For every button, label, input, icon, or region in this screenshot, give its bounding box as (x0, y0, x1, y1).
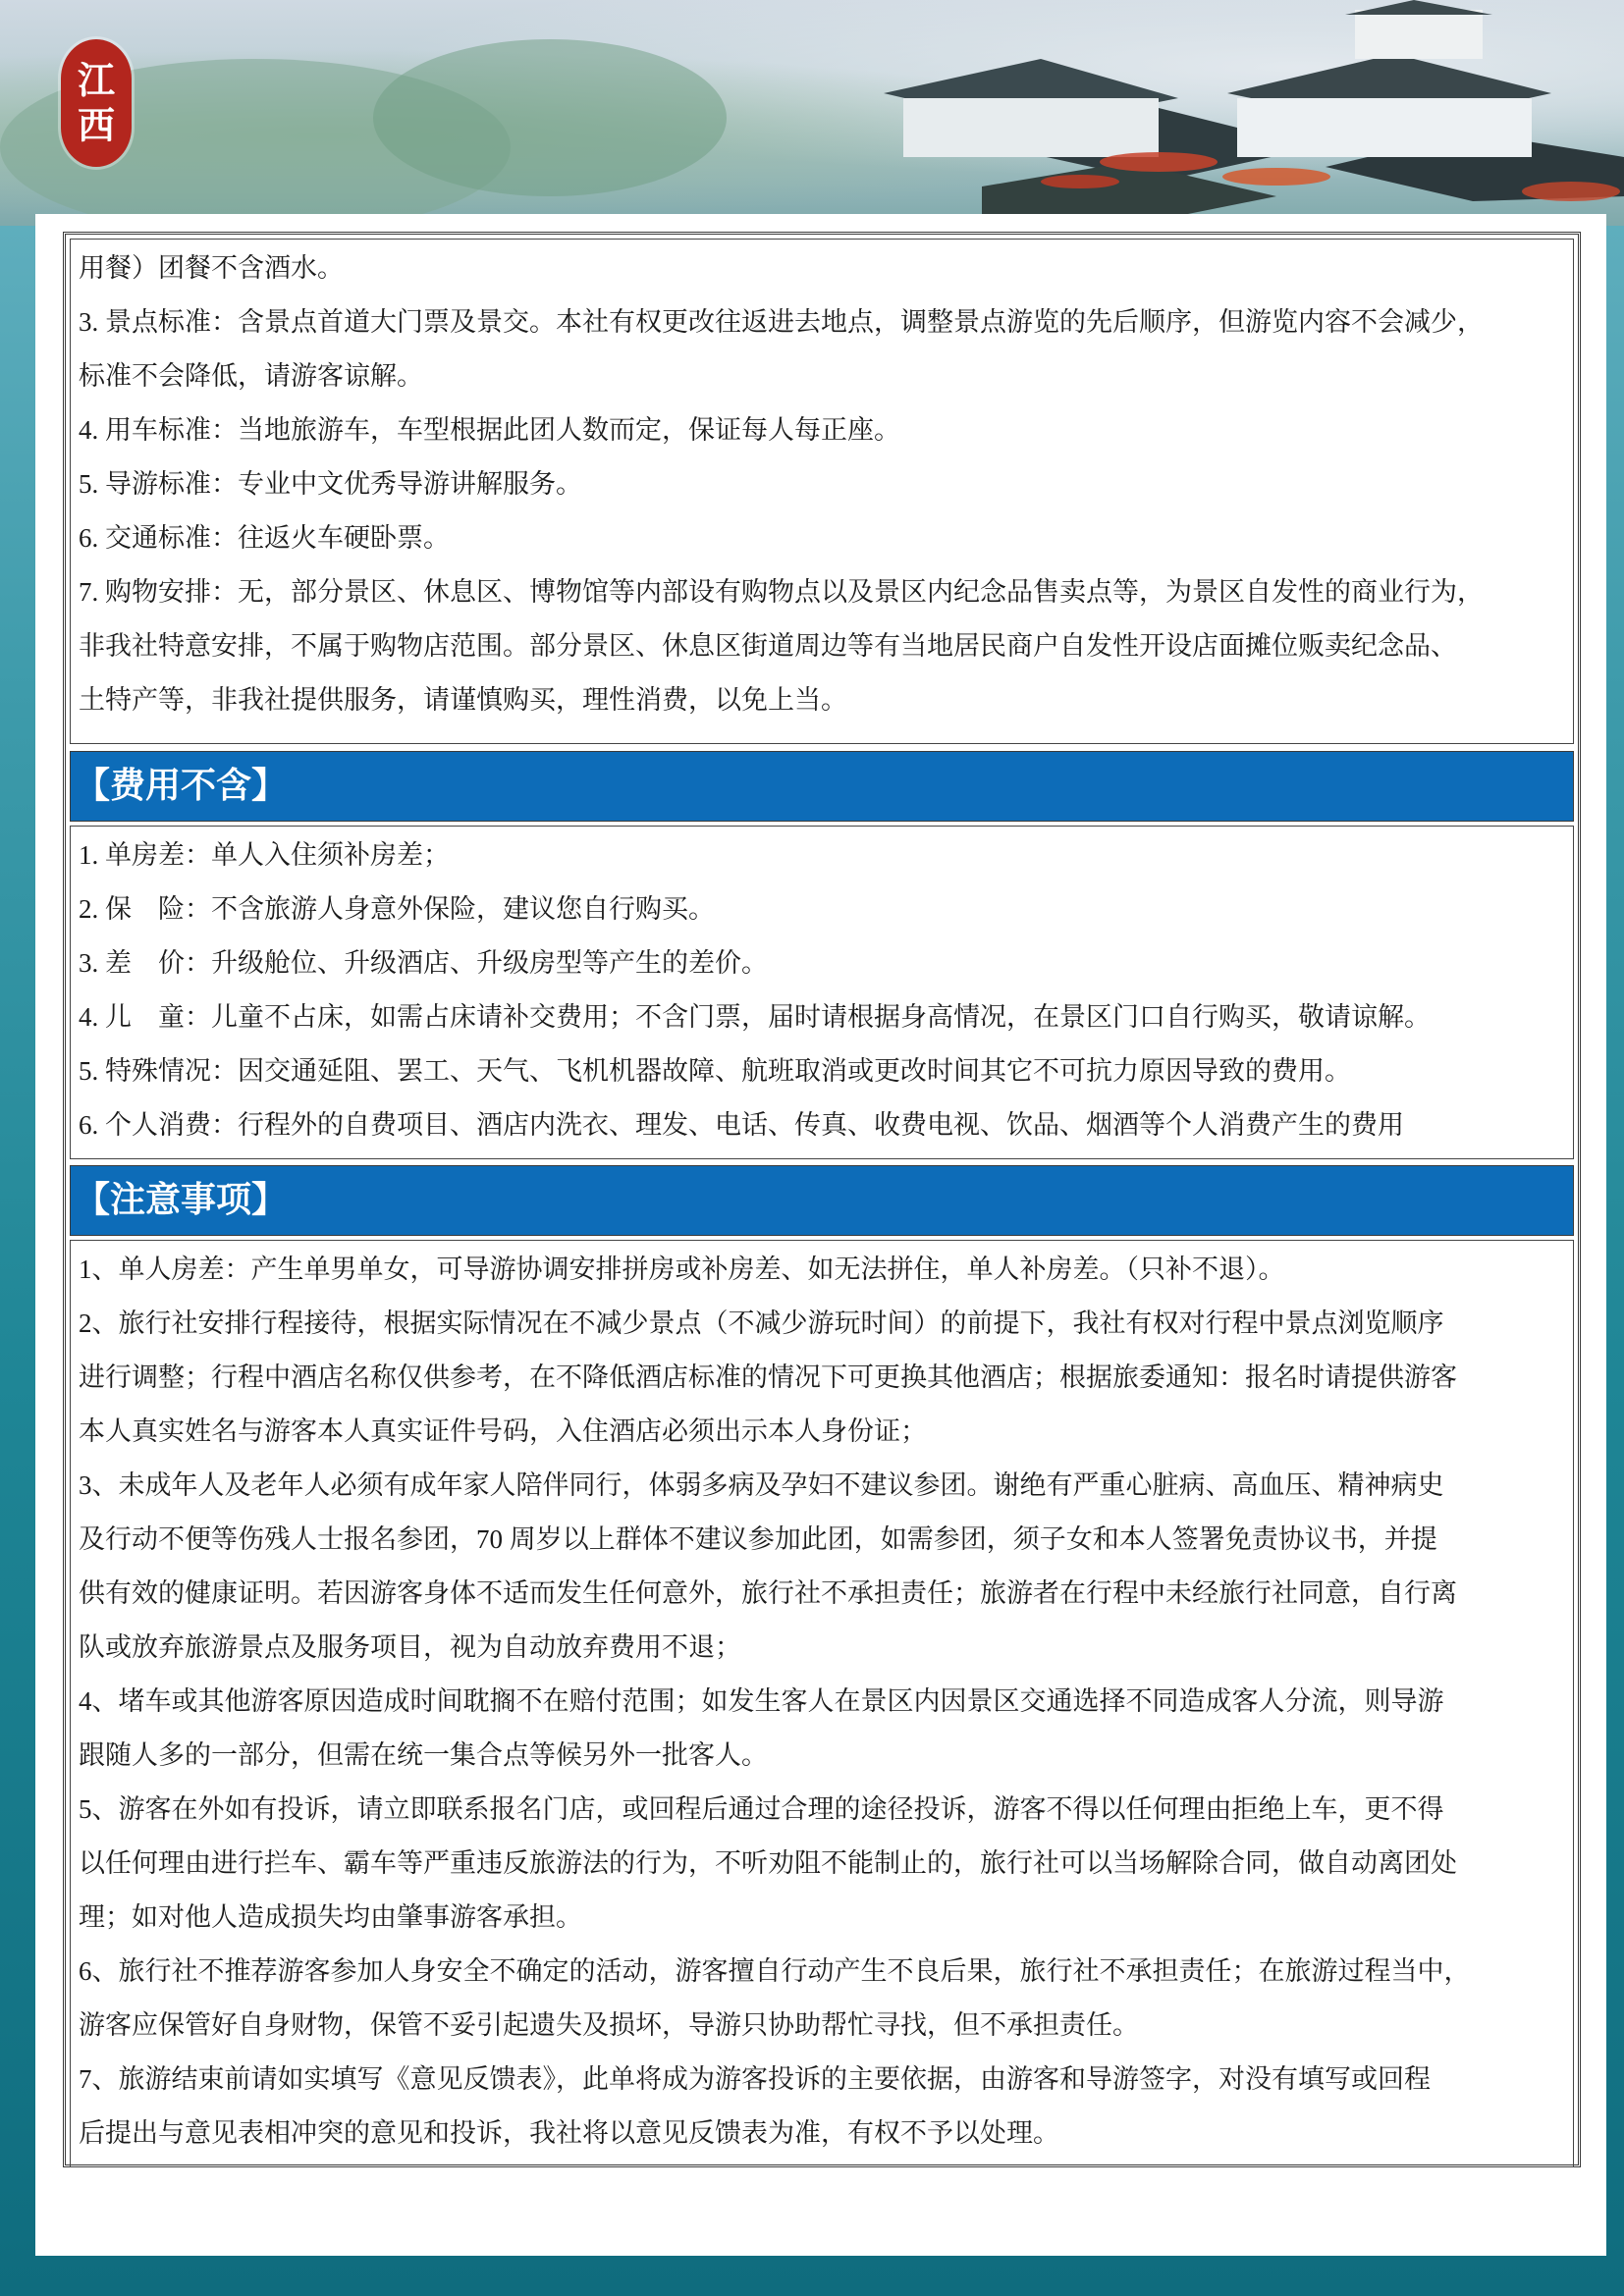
text-line: 进行调整；行程中酒店名称仅供参考，在不降低酒店标准的情况下可更换其他酒店；根据旅委通知：报名时请提供游客 (79, 1362, 1457, 1392)
text-line: 跟随人多的一部分，但需在统一集合点等候另外一批客人。 (79, 1740, 768, 1770)
jiangxi-seal-logo (61, 39, 132, 167)
exclusions-block (70, 826, 1574, 1159)
text-line: 及行动不便等伤残人士报名参团，70 周岁以上群体不建议参加此团，如需参团，须子女和本人签署免责协议书，并提 (79, 1524, 1437, 1554)
notices-block (70, 1240, 1574, 2167)
text-line: 后提出与意见表相冲突的意见和投诉，我社将以意见反馈表为准，有权不予以处理。 (79, 2118, 1059, 2148)
content-frame (63, 232, 1581, 2167)
text-line: 6、旅行社不推荐游客参加人身安全不确定的活动，游客擅自行动产生不良后果，旅行社不承担责任；在旅游过程当中， (79, 1956, 1471, 1986)
text-line: 理；如对他人造成损失均由肇事游客承担。 (79, 1902, 582, 1932)
seal-char-1: 江 (77, 58, 115, 102)
text-line: 2、旅行社安排行程接待，根据实际情况在不减少景点（不减少游玩时间）的前提下，我社有权对行程中景点浏览顺序 (79, 1308, 1444, 1338)
text-line: 6. 个人消费：行程外的自费项目、酒店内洗衣、理发、电话、传真、收费电视、饮品、烟酒等个人消费产生的费用 (79, 1110, 1404, 1140)
text-line: 标准不会降低，请游客谅解。 (79, 361, 423, 391)
text-line: 本人真实姓名与游客本人真实证件号码，入住酒店必须出示本人身份证； (79, 1416, 927, 1446)
text-line: 用餐）团餐不含酒水。 (79, 253, 344, 283)
text-line: 7、旅游结束前请如实填写《意见反馈表》，此单将成为游客投诉的主要依据，由游客和导游签字，对没有填写或回程 (79, 2064, 1431, 2094)
text-line: 队或放弃旅游景点及服务项目，视为自动放弃费用不退； (79, 1632, 741, 1662)
text-line: 游客应保管好自身财物，保管不妥引起遗失及损坏，导游只协助帮忙寻找，但不承担责任。 (79, 2010, 1139, 2040)
text-line: 6. 交通标准：往返火车硬卧票。 (79, 523, 450, 553)
text-line: 1、单人房差：产生单男单女，可导游协调安排拼房或补房差、如无法拼住，单人补房差。（只补不退）。 (79, 1255, 1285, 1284)
village-scenery-image (0, 0, 1624, 226)
service-standards-block (70, 239, 1574, 744)
text-line: 以任何理由进行拦车、霸车等严重违反旅游法的行为，不听劝阻不能制止的，旅行社可以当场解除合同，做自动离团处 (79, 1848, 1457, 1878)
seal-char-2: 西 (77, 103, 115, 147)
document-page (35, 214, 1606, 2256)
text-line: 5. 导游标准：专业中文优秀导游讲解服务。 (79, 469, 582, 499)
text-line: 5. 特殊情况：因交通延阻、罢工、天气、飞机机器故障、航班取消或更改时间其它不可抗力原因导致的费用。 (79, 1056, 1351, 1086)
text-line: 土特产等，非我社提供服务，请谨慎购买，理性消费，以免上当。 (79, 685, 847, 715)
header-banner (0, 0, 1624, 226)
text-line: 供有效的健康证明。若因游客身体不适而发生任何意外，旅行社不承担责任；旅游者在行程中未经旅行社同意，自行离 (79, 1578, 1457, 1608)
text-line: 3. 差 价：升级舱位、升级酒店、升级房型等产生的差价。 (79, 948, 768, 978)
text-line: 4. 用车标准：当地旅游车，车型根据此团人数而定，保证每人每正座。 (79, 415, 900, 445)
text-line: 4. 儿 童：儿童不占床，如需占床请补交费用；不含门票，届时请根据身高情况，在景区门口自行购买，敬请谅解。 (79, 1002, 1431, 1032)
section-header-exclusions: 【费用不含】 (70, 751, 1574, 822)
text-line: 非我社特意安排，不属于购物店范围。部分景区、休息区街道周边等有当地居民商户自发性开设店面摊位贩卖纪念品、 (79, 631, 1457, 661)
text-line: 7. 购物安排：无，部分景区、休息区、博物馆等内部设有购物点以及景区内纪念品售卖点等，为景区自发性的商业行为， (79, 577, 1484, 607)
text-line: 1. 单房差：单人入住须补房差； (79, 840, 450, 870)
section-header-notices: 【注意事项】 (70, 1165, 1574, 1236)
text-line: 3. 景点标准：含景点首道大门票及景交。本社有权更改往返进去地点，调整景点游览的先后顺序，但游览内容不会减少， (79, 307, 1484, 337)
text-line: 3、未成年人及老年人必须有成年家人陪伴同行，体弱多病及孕妇不建议参团。谢绝有严重心脏病、高血压、精神病史 (79, 1470, 1444, 1500)
text-line: 4、堵车或其他游客原因造成时间耽搁不在赔付范围；如发生客人在景区内因景区交通选择不同造成客人分流，则导游 (79, 1686, 1444, 1716)
text-line: 5、游客在外如有投诉，请立即联系报名门店，或回程后通过合理的途径投诉，游客不得以任何理由拒绝上车，更不得 (79, 1794, 1444, 1824)
text-line: 2. 保 险：不含旅游人身意外保险，建议您自行购买。 (79, 894, 715, 924)
